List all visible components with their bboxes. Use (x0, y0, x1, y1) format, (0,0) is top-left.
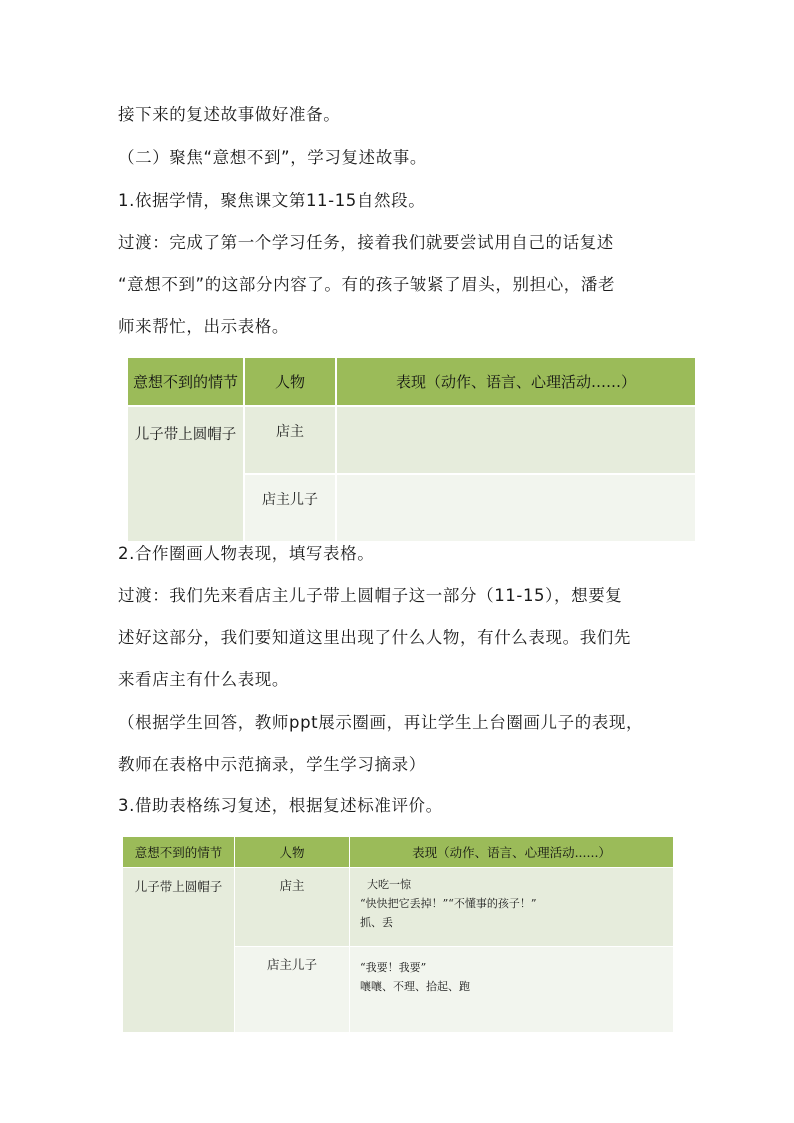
performance-cell (336, 406, 696, 474)
step-2-heading: 2.合作圈画人物表现，填写表格。 (118, 544, 375, 563)
character-cell: 店主 (244, 406, 336, 474)
character-cell: 店主 (235, 868, 350, 947)
performance-cell (350, 868, 674, 947)
note-line-2: 教师在表格中示范摘录，学生学习摘录） (118, 755, 426, 774)
transition-text-line-1: 过渡：完成了第一个学习任务，接着我们就要尝试用自己的话复述 (118, 233, 614, 252)
scene-cell: 儿子带上圆帽子 (127, 406, 244, 542)
character-cell: 店主儿子 (235, 947, 350, 1033)
note-line-1: （根据学生回答，教师ppt展示圈画，再让学生上台圈画儿子的表现， (118, 713, 644, 732)
performance-line: 嚷嚷、不理、拾起、跑 (360, 980, 470, 993)
performance-line: 抓、丢 (360, 916, 393, 929)
blank-performance-table (126, 356, 697, 543)
header-scene: 意想不到的情节 (127, 357, 244, 406)
table-row (127, 406, 696, 474)
transition-2-line-1: 过渡：我们先来看店主儿子带上圆帽子这一部分（11-15），想要复 (118, 586, 623, 605)
filled-performance-table (122, 836, 674, 1033)
section-heading-2: （二）聚焦“意想不到”，学习复述故事。 (118, 148, 427, 167)
header-character: 人物 (244, 357, 336, 406)
transition-2-line-2: 述好这部分，我们要知道这里出现了什么人物，有什么表现。我们先 (118, 628, 631, 647)
performance-line: 大吃一惊 (367, 878, 411, 891)
performance-line: “我要！我要” (360, 961, 427, 974)
transition-2-line-3: 来看店主有什么表现。 (118, 670, 289, 689)
transition-text-line-3: 师来帮忙，出示表格。 (118, 317, 289, 336)
header-performance: 表现（动作、语言、心理活动……） (336, 357, 696, 406)
header-scene: 意想不到的情节 (123, 837, 235, 868)
step-3-heading: 3.借助表格练习复述，根据复述标准评价。 (118, 796, 443, 815)
performance-line: “快快把它丢掉！”“不懂事的孩子！” (360, 897, 537, 910)
performance-cell (336, 474, 696, 542)
scene-cell: 儿子带上圆帽子 (123, 868, 235, 1033)
step-1-heading: 1.依据学情，聚焦课文第11-15自然段。 (118, 191, 426, 210)
paragraph-continuation: 接下来的复述故事做好准备。 (118, 105, 341, 124)
header-performance: 表现（动作、语言、心理活动......） (350, 837, 674, 868)
character-cell: 店主儿子 (244, 474, 336, 542)
table-row (123, 868, 674, 947)
transition-text-line-2: “意想不到”的这部分内容了。有的孩子皱紧了眉头，别担心，潘老 (118, 275, 616, 294)
header-character: 人物 (235, 837, 350, 868)
performance-cell (350, 947, 674, 1033)
